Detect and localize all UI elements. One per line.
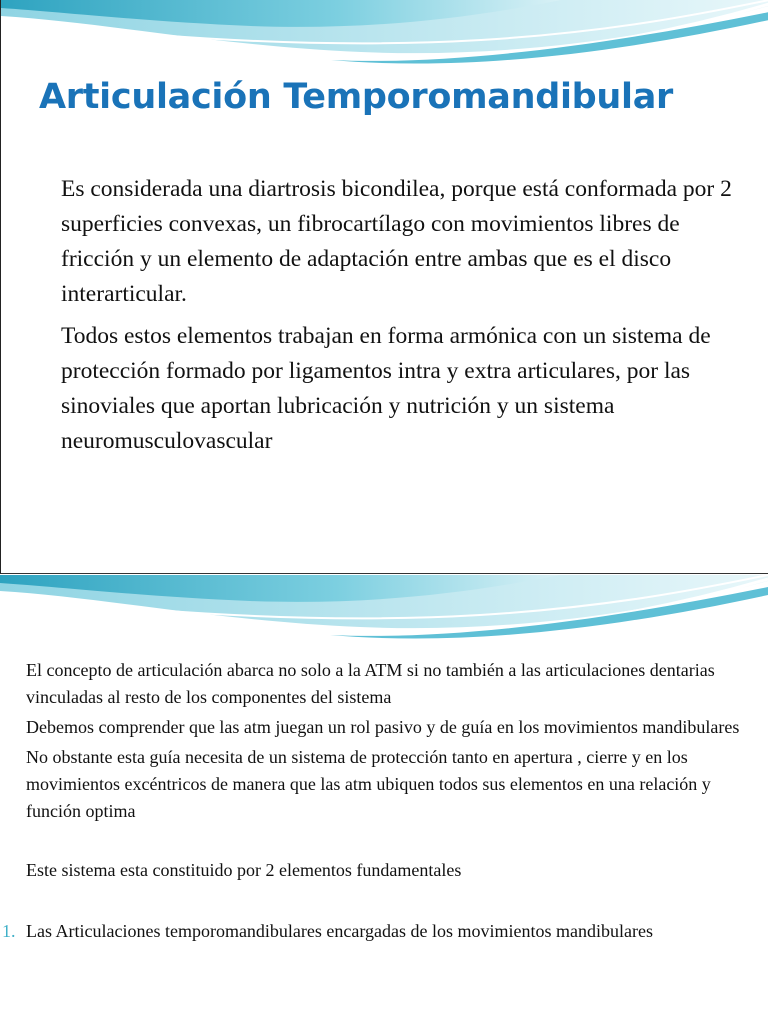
paragraph: Es considerada una diartrosis bicondilea, porque está conformada por 2 superficies convexas, un fibrocartílago con movimientos libres de fricción y un elemento de adaptación entre ambas que es el disco interarticular. [61,176,732,307]
slide-2 [0,575,768,1024]
slide-2-body [2,657,756,945]
wave-decoration [1,0,768,80]
paragraph: Todos estos elementos trabajan en forma armónica con un sistema de protección formado por ligamentos intra y extra articulares, por las sinoviales que aportan lubricación y nutrición y un sistema neuromusculovascular [61,323,711,454]
list-number: 1. [2,921,16,941]
paragraph: Debemos comprender que las atm juegan un rol pasivo y de guía en los movimientos mandibulares [26,717,740,737]
slide-title: Articulación Temporomandibular [39,77,673,117]
paragraph: No obstante esta guía necesita de un sistema de protección tanto en apertura , cierre y en los movimientos excéntricos de manera que las atm ubiquen todos sus elementos en una relación y función optima [26,747,711,821]
list-item-text: Las Articulaciones temporomandibulares encargadas de los movimientos mandibulares [26,921,653,941]
list-item [2,918,756,945]
wave-decoration [0,575,768,655]
paragraph: El concepto de articulación abarca no solo a la ATM si no también a las articulaciones dentarias vinculadas al resto de los componentes del sistema [26,660,715,707]
slide-1-body [61,172,751,466]
paragraph: Este sistema esta constituido por 2 elementos fundamentales [26,860,462,880]
